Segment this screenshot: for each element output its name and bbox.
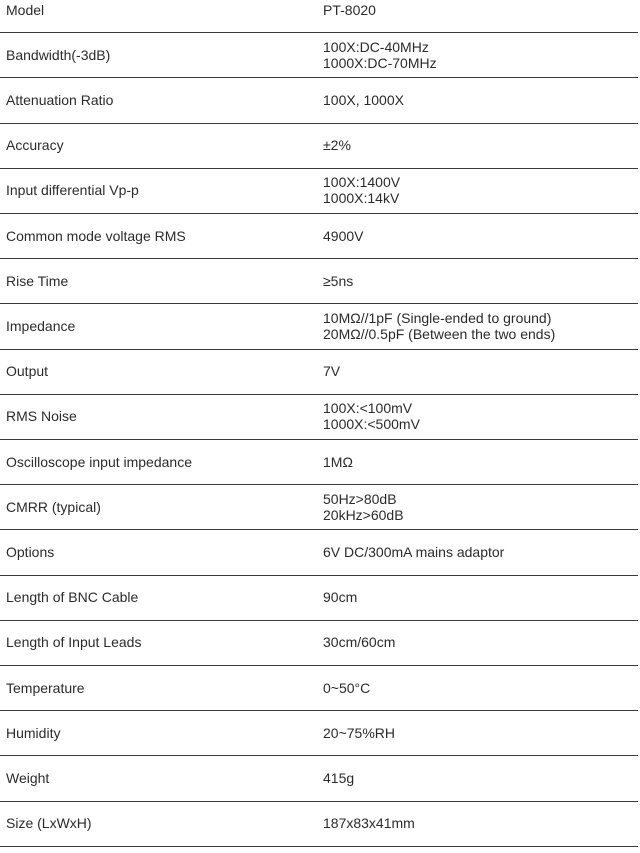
spec-value-line: 7V [323,363,341,380]
row-divider [0,620,638,621]
row-divider [0,77,638,78]
spec-value-line: ±2% [323,137,351,154]
spec-value [323,815,415,831]
row-divider [0,349,638,350]
spec-value [323,273,353,289]
spec-value [323,363,340,379]
spec-value [323,544,504,560]
spec-value [323,39,437,71]
spec-value-line: 30cm/60cm [323,634,396,651]
row-divider [0,439,638,440]
spec-label: Weight [6,770,50,786]
spec-value [323,174,400,206]
row-divider [0,529,638,530]
spec-label: Oscilloscope input impedance [6,453,192,470]
spec-value [323,2,376,18]
row-divider [0,710,638,711]
spec-value-line: ≥5ns [323,272,354,289]
spec-label: Input differential Vp-p [6,182,139,199]
row-divider [0,258,638,259]
spec-label: Humidity [6,724,61,741]
spec-value-line: 415g [323,770,355,786]
spec-value-line: 187x83x41mm [323,815,415,832]
spec-label: Impedance [6,318,76,334]
spec-value-line: 20kHz>60dB [323,506,404,523]
row-divider [0,484,638,485]
row-divider [0,32,638,33]
spec-label: CMRR (typical) [6,498,101,515]
spec-label: Common mode voltage RMS [6,227,186,244]
spec-label: Attenuation Ratio [6,92,114,108]
row-divider [0,213,638,214]
spec-value-line: 100X:1400V [323,174,401,191]
spec-label: Rise Time [6,272,69,289]
spec-value-line: PT-8020 [323,1,376,18]
spec-value [323,92,404,108]
spec-label: Size (LxWxH) [6,815,92,832]
spec-value [323,137,351,153]
spec-value [323,400,420,432]
spec-value [323,454,353,470]
row-divider [0,846,638,847]
spec-value-line: 10MΩ//1pF (Single-ended to ground) [323,310,552,326]
spec-label: Accuracy [6,137,64,154]
spec-value-line: 6V DC/300mA mains adaptor [323,544,505,560]
spec-value-line: 1000X:<500mV [323,416,420,433]
spec-label: Options [6,544,55,560]
spec-value-line: 100X:<100mV [323,400,413,417]
spec-label: Model [6,1,45,18]
spec-label: Bandwidth(-3dB) [6,46,111,63]
spec-value-line: 20MΩ//0.5pF (Between the two ends) [323,326,556,342]
spec-label: Length of BNC Cable [6,589,139,606]
spec-value-line: 50Hz>80dB [323,490,397,507]
spec-value [323,725,395,741]
spec-value-line: 1MΩ [323,453,353,470]
row-divider [0,168,638,169]
row-divider [0,575,638,576]
spec-value [323,589,357,605]
spec-value-line: 0~50°C [323,679,371,696]
row-divider [0,303,638,304]
spec-value-line: 100X, 1000X [323,92,404,108]
spec-label: RMS Noise [6,408,77,425]
spec-value-line: 1000X:DC-70MHz [323,54,437,71]
spec-value [323,228,363,244]
spec-value [323,770,354,786]
row-divider [0,801,638,802]
spec-value-line: 20~75%RH [323,724,395,741]
spec-label: Temperature [6,679,85,696]
spec-value-line: 100X:DC-40MHz [323,38,429,55]
row-divider [0,394,638,395]
spec-value-line: 90cm [323,589,358,606]
row-divider [0,755,638,756]
row-divider [0,665,638,666]
spec-value [323,310,555,342]
spec-label: Output [6,363,49,380]
spec-value-line: 1000X:14kV [323,190,400,207]
spec-value [323,634,395,650]
spec-label: Length of Input Leads [6,634,142,651]
spec-value [323,491,404,523]
row-divider [0,123,638,124]
spec-value [323,680,370,696]
spec-value-line: 4900V [323,227,364,244]
